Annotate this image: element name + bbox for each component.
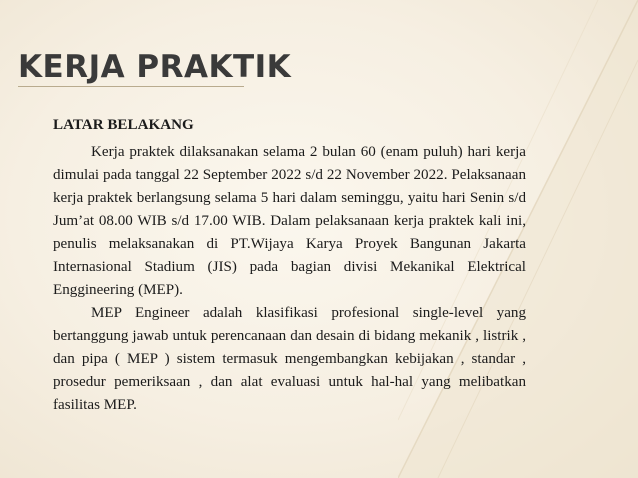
slide-content [53,114,526,417]
title-underline [18,86,244,87]
paragraph-mep-engineer: MEP Engineer adalah klasifikasi profesional single-level yang bertanggung jawab untuk perencanaan dan desain di bidang mekanik , listrik , dan pipa ( MEP ) sistem termasuk mengembangkan kebijakan , standar , prosedur pemeriksaan , dan alat evaluasi untuk hal-hal yang melibatkan fasilitas MEP. [53,305,526,413]
section-heading: LATAR BELAKANG [53,117,194,133]
paragraph-latar-belakang: Kerja praktek dilaksanakan selama 2 bulan 60 (enam puluh) hari kerja dimulai pada tanggal 22 September 2022 s/d 22 November 2022. Pelaksanaan kerja praktek berlangsung selama 5 hari dalam seminggu, yaitu hari Senin s/d Jum’at 08.00 WIB s/d 17.00 WIB. Dalam pelaksanaan kerja praktek kali ini, penulis melaksanakan di PT.Wijaya Karya Proyek Bangunan Jakarta Internasional Stadium (JIS) pada bagian divisi Mekanikal Elektrical Enggineering (MEP). [53,144,526,298]
slide-title: KERJA PRAKTIK [18,49,292,85]
